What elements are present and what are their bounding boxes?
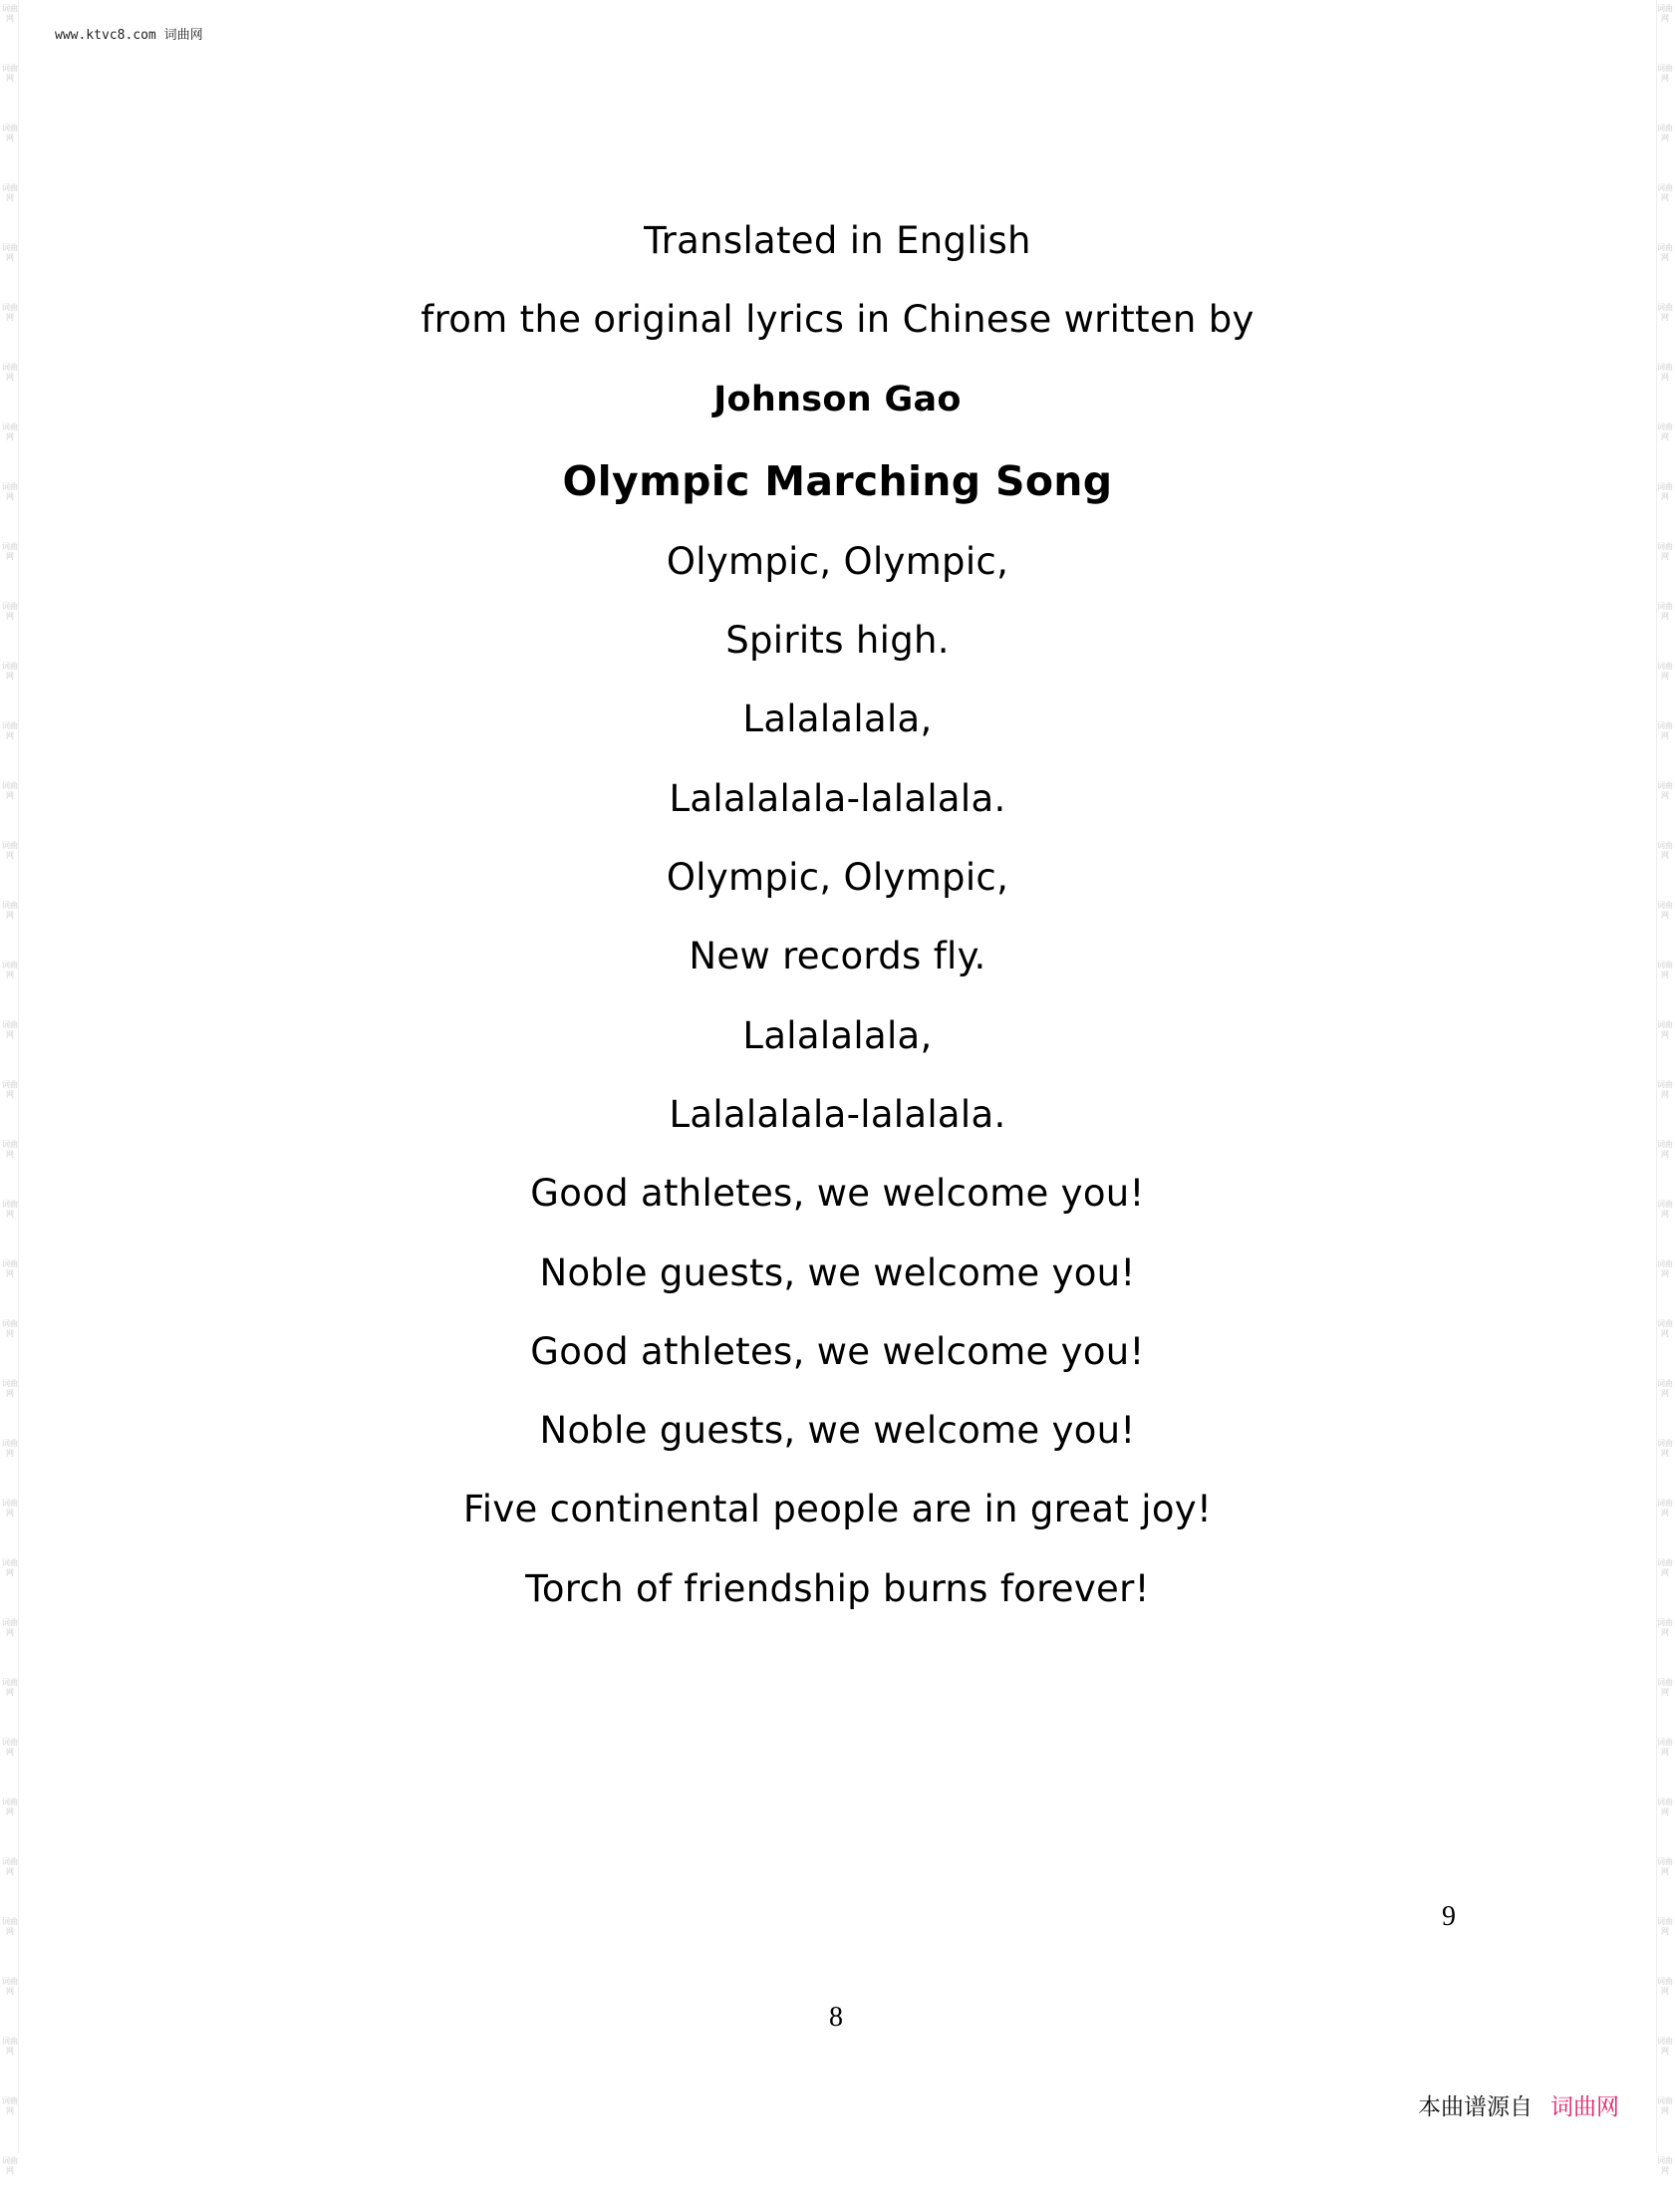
watermark-mark: 词曲网: [2, 2156, 18, 2175]
watermark-mark: 词曲网: [1657, 303, 1673, 322]
watermark-mark: 词曲网: [1657, 243, 1673, 262]
lyric-line: Lalalalala-lalalala.: [669, 1092, 1006, 1136]
watermark-mark: 词曲网: [2, 243, 18, 262]
lyric-line: Good athletes, we welcome you!: [530, 1329, 1145, 1373]
watermark-mark: 词曲网: [2, 1499, 18, 1518]
source-credit-site[interactable]: 词曲网: [1550, 2094, 1619, 2120]
watermark-mark: 词曲网: [1657, 1319, 1673, 1338]
watermark-mark: 词曲网: [1657, 1379, 1673, 1398]
watermark-mark: 词曲网: [2, 1259, 18, 1278]
watermark-mark: 词曲网: [1657, 1618, 1673, 1637]
watermark-mark: 词曲网: [1657, 64, 1673, 83]
lyrics-block: [0, 209, 1675, 1636]
watermark-mark: 词曲网: [2, 1797, 18, 1816]
watermark-mark: 词曲网: [2, 482, 18, 501]
lyric-line: Good athletes, we welcome you!: [530, 1172, 1145, 1216]
watermark-mark: 词曲网: [2, 662, 18, 681]
watermark-mark: 词曲网: [2, 1917, 18, 1936]
watermark-mark: 词曲网: [1657, 1259, 1673, 1278]
watermark-mark: 词曲网: [1657, 961, 1673, 979]
watermark-mark: 词曲网: [1657, 841, 1673, 860]
watermark-mark: 词曲网: [1657, 1499, 1673, 1518]
watermark-mark: 词曲网: [1657, 1738, 1673, 1757]
watermark-mark: 词曲网: [2, 363, 18, 382]
source-credit-prefix: 本曲谱源自: [1418, 2094, 1533, 2120]
lyric-line: Spirits high.: [725, 619, 950, 663]
watermark-mark: 词曲网: [2, 422, 18, 441]
watermark-mark: 词曲网: [1657, 1797, 1673, 1816]
watermark-mark: 词曲网: [1657, 1678, 1673, 1697]
intro-line: Translated in English: [644, 219, 1031, 262]
watermark-mark: 词曲网: [1657, 1977, 1673, 1996]
watermark-mark: 词曲网: [2, 1618, 18, 1637]
watermark-mark: 词曲网: [2, 1200, 18, 1219]
watermark-mark: 词曲网: [2, 1678, 18, 1697]
watermark-mark: 词曲网: [2, 1738, 18, 1757]
watermark-mark: 词曲网: [1657, 781, 1673, 800]
watermark-mark: 词曲网: [1657, 2096, 1673, 2115]
watermark-mark: 词曲网: [2, 1080, 18, 1099]
lyric-line: Five continental people are in great joy!: [462, 1488, 1213, 1531]
watermark-mark: 词曲网: [1657, 422, 1673, 441]
watermark-mark: 词曲网: [2, 721, 18, 740]
watermark-mark: 词曲网: [1657, 2037, 1673, 2056]
watermark-mark: 词曲网: [1657, 1020, 1673, 1039]
lyric-line: Lalalalala-lalalala.: [669, 776, 1006, 820]
watermark-mark: 词曲网: [2, 1977, 18, 1996]
watermark-mark: 词曲网: [1657, 542, 1673, 561]
watermark-mark: 词曲网: [2, 1558, 18, 1577]
watermark-mark: 词曲网: [2, 303, 18, 322]
page-number-upper: 9: [1442, 1901, 1456, 1932]
lyric-line: Torch of friendship burns forever!: [525, 1566, 1150, 1610]
watermark-mark: 词曲网: [1657, 1080, 1673, 1099]
watermark-mark: 词曲网: [2, 64, 18, 83]
watermark-mark: 词曲网: [1657, 1140, 1673, 1159]
watermark-mark: 词曲网: [1657, 1917, 1673, 1936]
lyric-line: Noble guests, we welcome you!: [539, 1250, 1136, 1294]
watermark-mark: 词曲网: [2, 961, 18, 979]
intro-line: from the original lyrics in Chinese written by: [420, 298, 1255, 342]
author-name: Johnson Gao: [713, 379, 962, 419]
watermark-mark: 词曲网: [2, 901, 18, 920]
watermark-mark: 词曲网: [2, 1857, 18, 1876]
watermark-mark: 词曲网: [1657, 1200, 1673, 1219]
watermark-mark: 词曲网: [1657, 1558, 1673, 1577]
watermark-mark: 词曲网: [1657, 721, 1673, 740]
watermark-mark: 词曲网: [1657, 482, 1673, 501]
lyric-line: Noble guests, we welcome you!: [539, 1409, 1136, 1453]
watermark-mark: 词曲网: [2, 1379, 18, 1398]
watermark-mark: 词曲网: [1657, 183, 1673, 202]
watermark-mark: 词曲网: [1657, 4, 1673, 23]
watermark-mark: 词曲网: [2, 1020, 18, 1039]
watermark-mark: 词曲网: [2, 542, 18, 561]
watermark-mark: 词曲网: [2, 1319, 18, 1338]
lyric-line: Olympic, Olympic,: [666, 856, 1009, 900]
lyric-line: Olympic, Olympic,: [666, 539, 1009, 583]
watermark-mark: 词曲网: [2, 1140, 18, 1159]
watermark-mark: 词曲网: [1657, 124, 1673, 142]
watermark-mark: 词曲网: [2, 781, 18, 800]
lyric-line: Lalalalala,: [742, 1013, 933, 1057]
watermark-mark: 词曲网: [1657, 1439, 1673, 1458]
watermark-mark: 词曲网: [2, 1439, 18, 1458]
watermark-mark: 词曲网: [2, 841, 18, 860]
watermark-mark: 词曲网: [2, 124, 18, 142]
watermark-mark: 词曲网: [1657, 363, 1673, 382]
watermark-mark: 词曲网: [1657, 901, 1673, 920]
watermark-mark: 词曲网: [1657, 1857, 1673, 1876]
watermark-mark: 词曲网: [2, 183, 18, 202]
watermark-mark: 词曲网: [1657, 662, 1673, 681]
watermark-mark: 词曲网: [1657, 2156, 1673, 2175]
page-number-lower: 8: [829, 2002, 843, 2033]
lyric-line: Lalalalala,: [742, 697, 933, 741]
watermark-mark: 词曲网: [2, 2096, 18, 2115]
site-url: www.ktvc8.com 词曲网: [55, 28, 203, 43]
source-credit: [1418, 2088, 1619, 2121]
watermark-mark: 词曲网: [2, 602, 18, 621]
lyric-line: New records fly.: [689, 935, 986, 978]
song-title: Olympic Marching Song: [562, 456, 1113, 505]
watermark-mark: 词曲网: [2, 4, 18, 23]
watermark-mark: 词曲网: [2, 2037, 18, 2056]
watermark-mark: 词曲网: [1657, 602, 1673, 621]
